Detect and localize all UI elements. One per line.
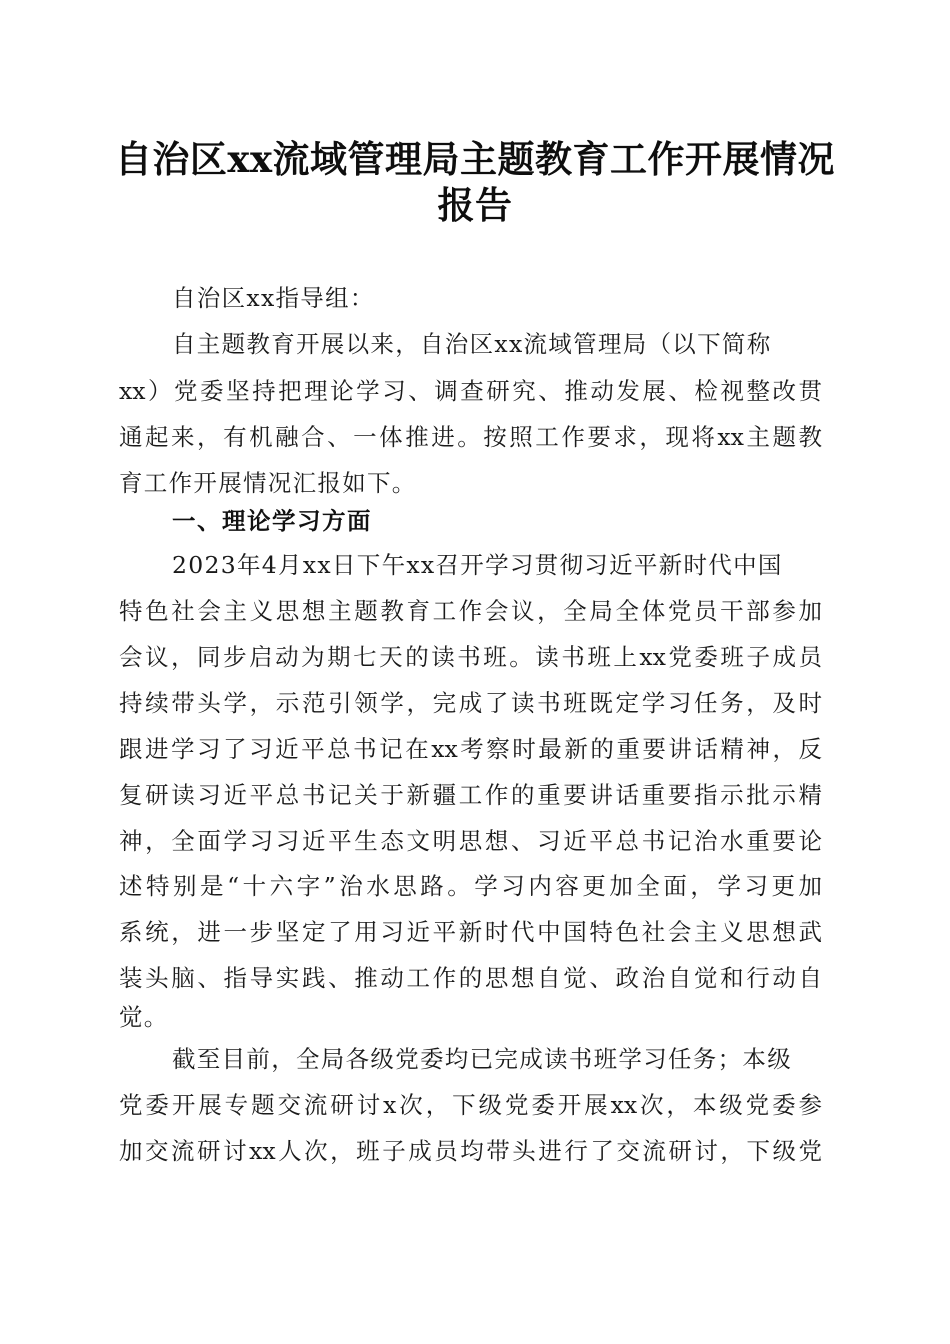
intro-line: 育工作开展情况汇报如下。 (119, 469, 417, 497)
salutation: 自治区xx指导组： (172, 284, 375, 312)
document-title-line-1: 自治区xx流域管理局主题教育工作开展情况 (114, 137, 836, 181)
intro-line: 通起来，有机融合、一体推进。按照工作要求，现将xx主题教 (119, 423, 822, 451)
paragraph-line: 党委开展专题交流研讨x次，下级党委开展xx次，本级党委参 (119, 1091, 822, 1119)
paragraph-line: 2023年4月xx日下午xx召开学习贯彻习近平新时代中国 (172, 551, 783, 579)
intro-line: xx）党委坚持把理论学习、调查研究、推动发展、检视整改贯 (119, 377, 822, 405)
paragraph-line: 加交流研讨xx人次，班子成员均带头进行了交流研讨，下级党 (119, 1137, 822, 1165)
paragraph-line: 觉。 (119, 1003, 169, 1031)
paragraph-line: 述特别是“十六字”治水思路。学习内容更加全面，学习更加 (119, 872, 822, 900)
paragraph-line: 特色社会主义思想主题教育工作会议，全局全体党员干部参加 (119, 597, 822, 625)
paragraph-line: 截至目前，全局各级党委均已完成读书班学习任务；本级 (172, 1045, 792, 1073)
section-heading: 一、理论学习方面 (172, 507, 372, 535)
paragraph-line: 装头脑、指导实践、推动工作的思想自觉、政治自觉和行动自 (119, 964, 822, 992)
intro-line: 自主题教育开展以来，自治区xx流域管理局（以下简称 (172, 330, 772, 358)
document-title-line-2: 报告 (437, 183, 513, 227)
paragraph-line: 跟进学习了习近平总书记在xx考察时最新的重要讲话精神，反 (119, 735, 822, 763)
paragraph-line: 系统，进一步坚定了用习近平新时代中国特色社会主义思想武 (119, 918, 822, 946)
paragraph-line: 复研读习近平总书记关于新疆工作的重要讲话重要指示批示精 (119, 781, 822, 809)
paragraph-line: 神，全面学习习近平生态文明思想、习近平总书记治水重要论 (119, 827, 822, 855)
paragraph-line: 持续带头学，示范引领学，完成了读书班既定学习任务，及时 (119, 689, 822, 717)
paragraph-line: 会议，同步启动为期七天的读书班。读书班上xx党委班子成员 (119, 643, 822, 671)
